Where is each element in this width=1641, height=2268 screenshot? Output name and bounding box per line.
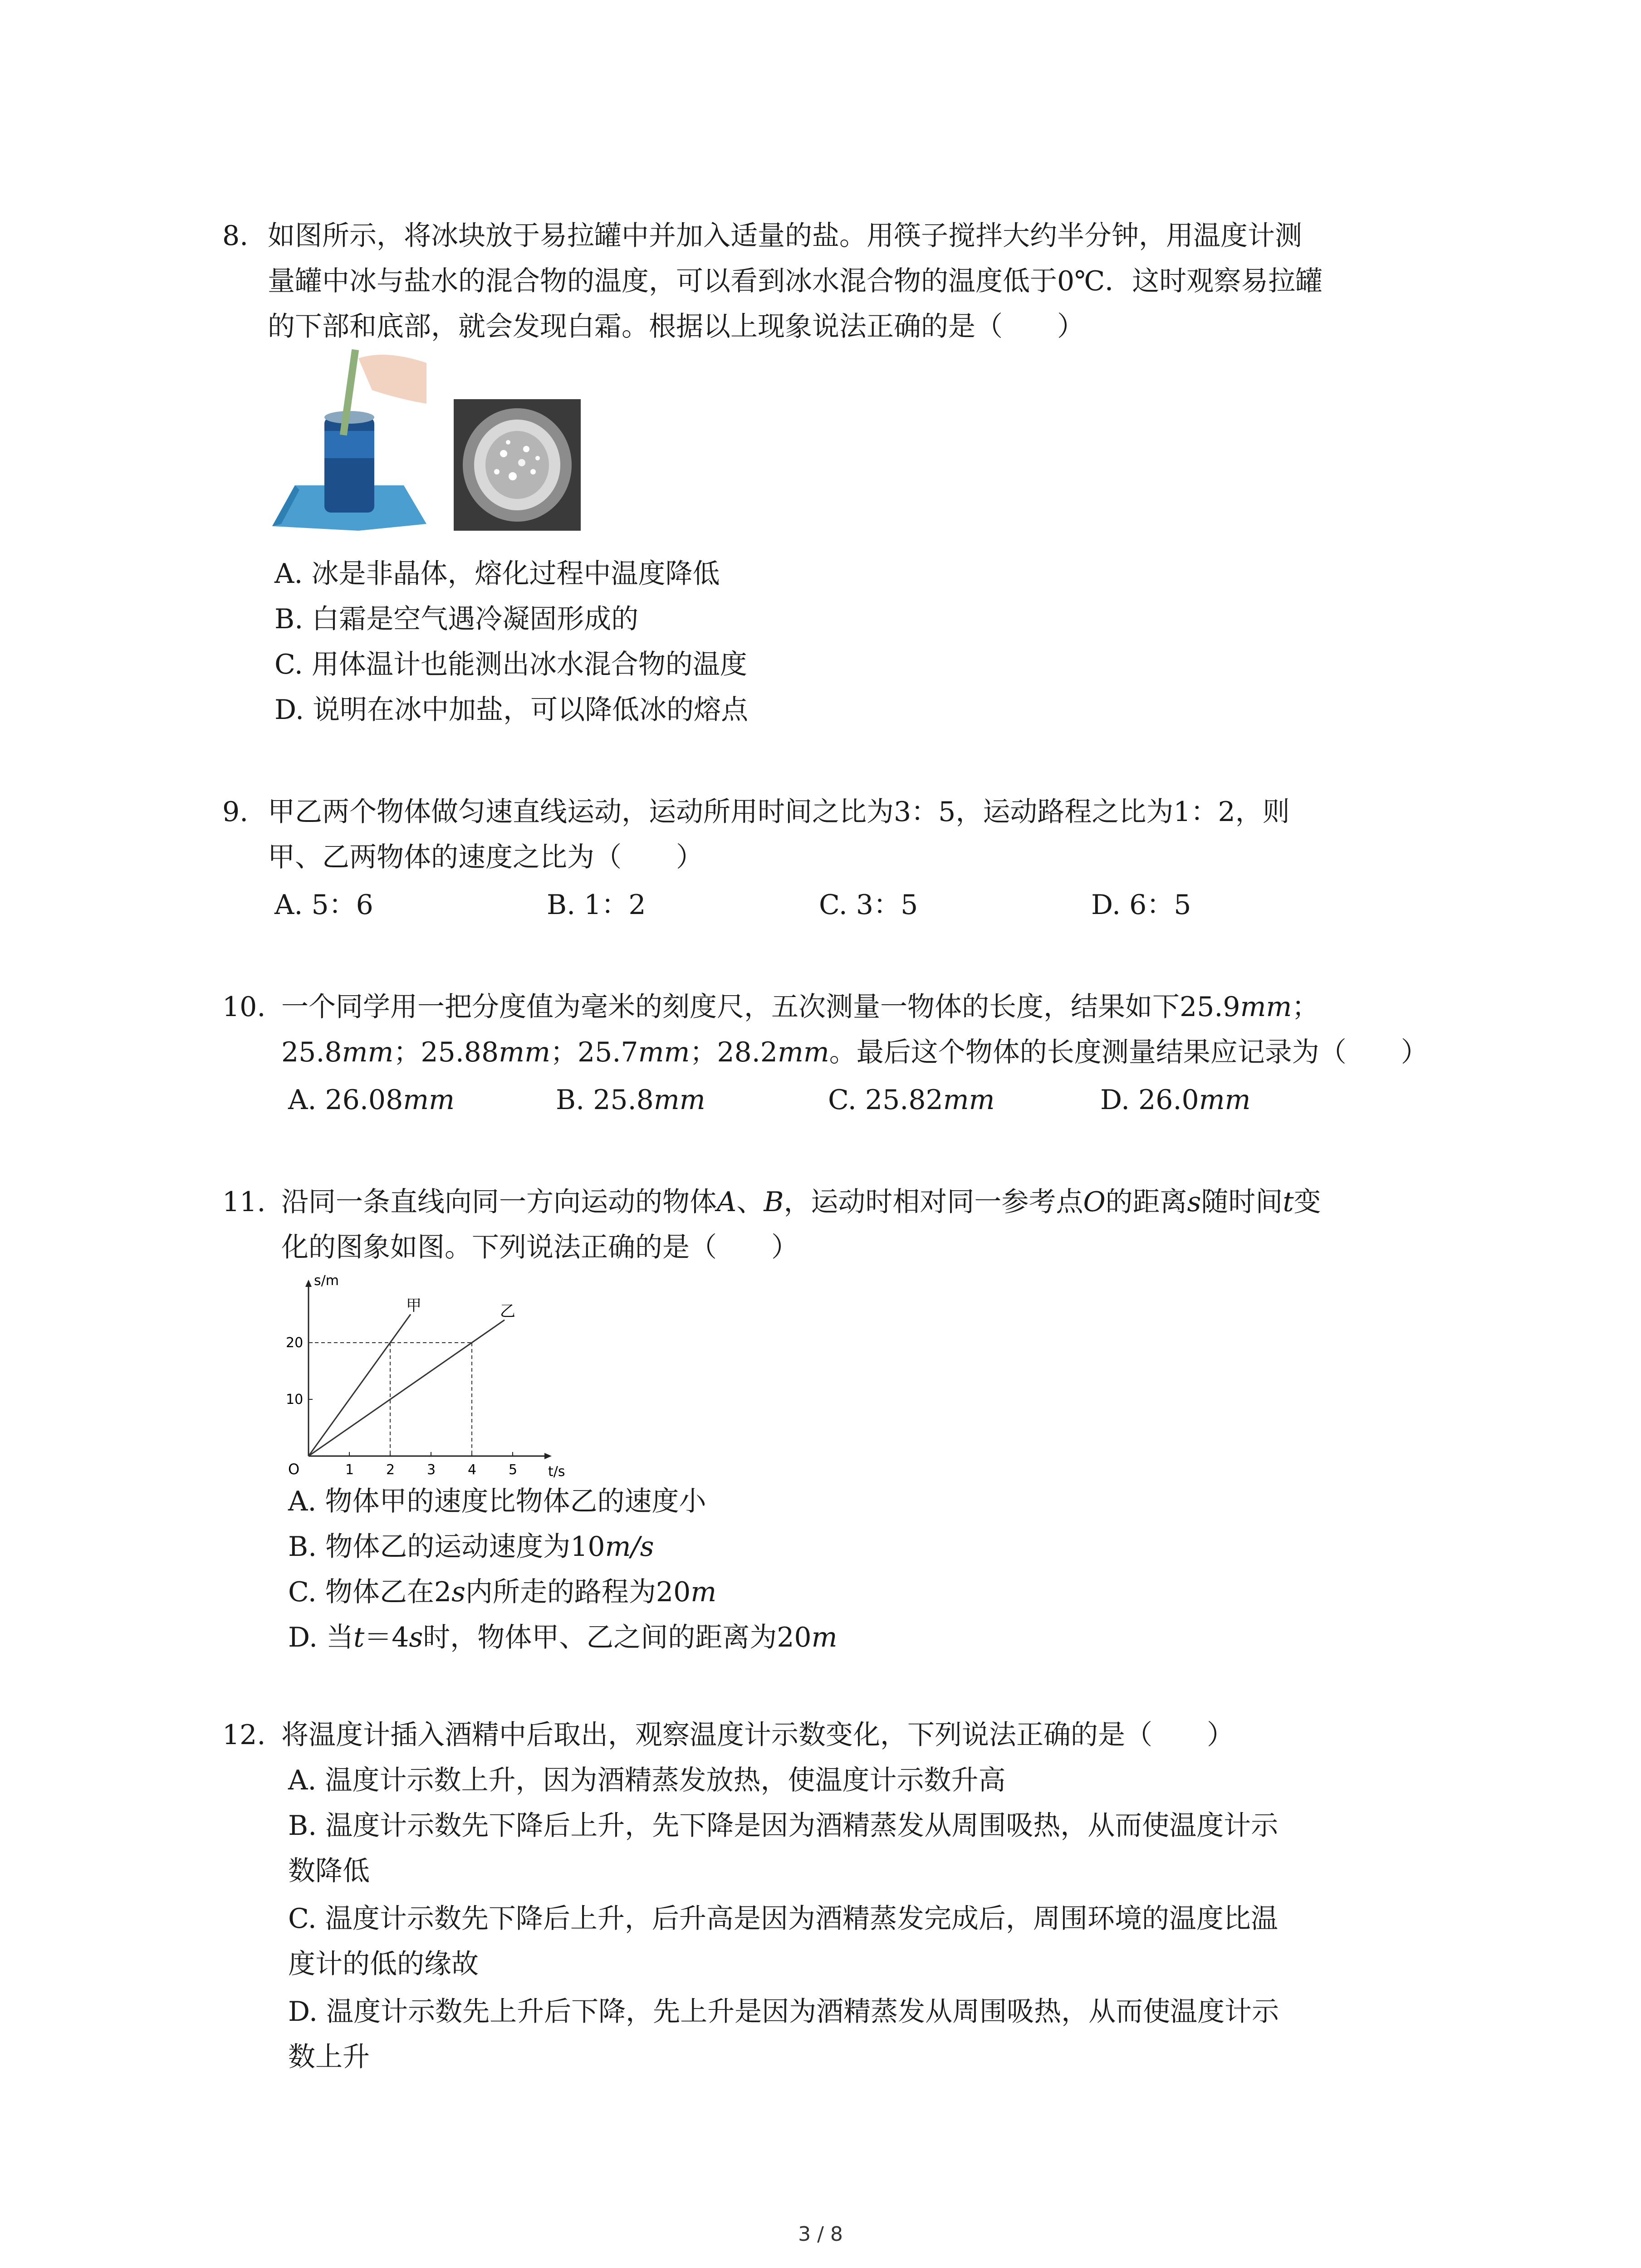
q10-stem-line-1: 一个同学用一把分度值为毫米的刻度尺，五次测量一物体的长度，结果如下25.9mm；	[281, 991, 1319, 1023]
q11-option-a[interactable]: A. 物体甲的速度比物体乙的速度小	[288, 1486, 706, 1517]
q8-stem-line-2: 量罐中冰与盐水的混合物的温度，可以看到冰水混合物的温度低于0℃．这时观察易拉罐	[268, 265, 1323, 297]
q8-option-d[interactable]: D. 说明在冰中加盐，可以降低冰的熔点	[274, 694, 749, 726]
q11-option-b[interactable]: B. 物体乙的运动速度为10m/s	[288, 1531, 654, 1563]
q9-option-b[interactable]: B. 1：2	[547, 889, 646, 921]
q9-option-c[interactable]: C. 3：5	[819, 889, 918, 921]
page-number: 3 / 8	[798, 2223, 843, 2246]
x-tick-label: 3	[427, 1462, 436, 1478]
q10-option-c[interactable]: C. 25.82mm	[828, 1084, 995, 1116]
x-tick-label: 1	[345, 1462, 354, 1478]
q8-option-b[interactable]: B. 白霜是空气遇冷凝固形成的	[274, 603, 639, 635]
x-tick-label: 2	[386, 1462, 395, 1478]
q9-stem-line-1: 甲乙两个物体做匀速直线运动，运动所用时间之比为3：5，运动路程之比为1：2，则	[268, 796, 1290, 828]
q9-number: 9.	[222, 796, 249, 828]
q10-option-a[interactable]: A. 26.08mm	[288, 1084, 455, 1116]
q10-option-d[interactable]: D. 26.0mm	[1100, 1084, 1251, 1116]
q12-option-d[interactable]: D. 温度计示数先上升后下降，先上升是因为酒精蒸发从周围吸热，从而使温度计示	[288, 1996, 1279, 2028]
origin-label: O	[288, 1461, 300, 1478]
q10-stem-line-2: 25.8mm；25.88mm；25.7mm；28.2mm。最后这个物体的长度测量结果应记录为（ ）	[281, 1036, 1428, 1068]
q12-option-a[interactable]: A. 温度计示数上升，因为酒精蒸发放热，使温度计示数升高	[288, 1765, 1006, 1796]
q8-option-c[interactable]: C. 用体温计也能测出冰水混合物的温度	[274, 649, 747, 680]
q8-stem-line-3: 的下部和底部，就会发现白霜。根据以上现象说法正确的是（ ）	[268, 311, 1084, 342]
q12-stem-line-1: 将温度计插入酒精中后取出，观察温度计示数变化，下列说法正确的是（ ）	[281, 1719, 1234, 1751]
q11-stem-line-1: 沿同一条直线向同一方向运动的物体A、B，运动时相对同一参考点O的距离s随时间t变	[281, 1186, 1321, 1218]
q12-option-c-cont: 度计的低的缘故	[288, 1948, 479, 1980]
series-line-2	[309, 1320, 505, 1456]
q11-option-d[interactable]: D. 当t＝4s时，物体甲、乙之间的距离为20m	[288, 1622, 838, 1653]
q12-number: 12.	[222, 1719, 266, 1751]
q10-option-b[interactable]: B. 25.8mm	[556, 1084, 705, 1116]
q8-option-a[interactable]: A. 冰是非晶体，熔化过程中温度降低	[274, 558, 720, 590]
q9-stem-line-2: 甲、乙两物体的速度之比为（ ）	[268, 841, 703, 873]
x-tick-label: 5	[509, 1462, 518, 1478]
q8-stem-line-1: 如图所示，将冰块放于易拉罐中并加入适量的盐。用筷子搅拌大约半分钟，用温度计测	[268, 220, 1302, 252]
series-line-1	[309, 1315, 411, 1457]
q11-stem-line-2: 化的图象如图。下列说法正确的是（ ）	[281, 1232, 798, 1263]
frost-bottom-photo	[454, 399, 581, 531]
q12-option-d-cont: 数上升	[288, 2041, 370, 2073]
y-tick-label: 20	[286, 1335, 304, 1351]
st-graph	[281, 1270, 599, 1488]
q8-number: 8.	[222, 220, 249, 252]
q10-number: 10.	[222, 991, 266, 1023]
y-axis-label: s/m	[314, 1273, 339, 1289]
q9-option-d[interactable]: D. 6：5	[1091, 889, 1191, 921]
q11-option-c[interactable]: C. 物体乙在2s内所走的路程为20m	[288, 1576, 717, 1608]
q12-option-b[interactable]: B. 温度计示数先下降后上升，先下降是因为酒精蒸发从周围吸热，从而使温度计示	[288, 1810, 1279, 1842]
series-label-1: 甲	[406, 1296, 421, 1315]
x-axis-label: t/s	[548, 1464, 565, 1480]
q9-option-a[interactable]: A. 5：6	[274, 889, 373, 921]
y-axis-arrow	[305, 1280, 312, 1287]
q11-number: 11.	[222, 1186, 266, 1218]
q12-option-b-cont: 数降低	[288, 1855, 370, 1887]
q12-option-c[interactable]: C. 温度计示数先下降后上升，后升高是因为酒精蒸发完成后，周围环境的温度比温	[288, 1903, 1278, 1935]
ice-can-photo	[268, 349, 431, 535]
x-tick-label: 4	[468, 1462, 477, 1478]
series-label-2: 乙	[500, 1302, 515, 1320]
y-tick-label: 10	[286, 1392, 304, 1408]
x-axis-arrow	[544, 1453, 552, 1459]
